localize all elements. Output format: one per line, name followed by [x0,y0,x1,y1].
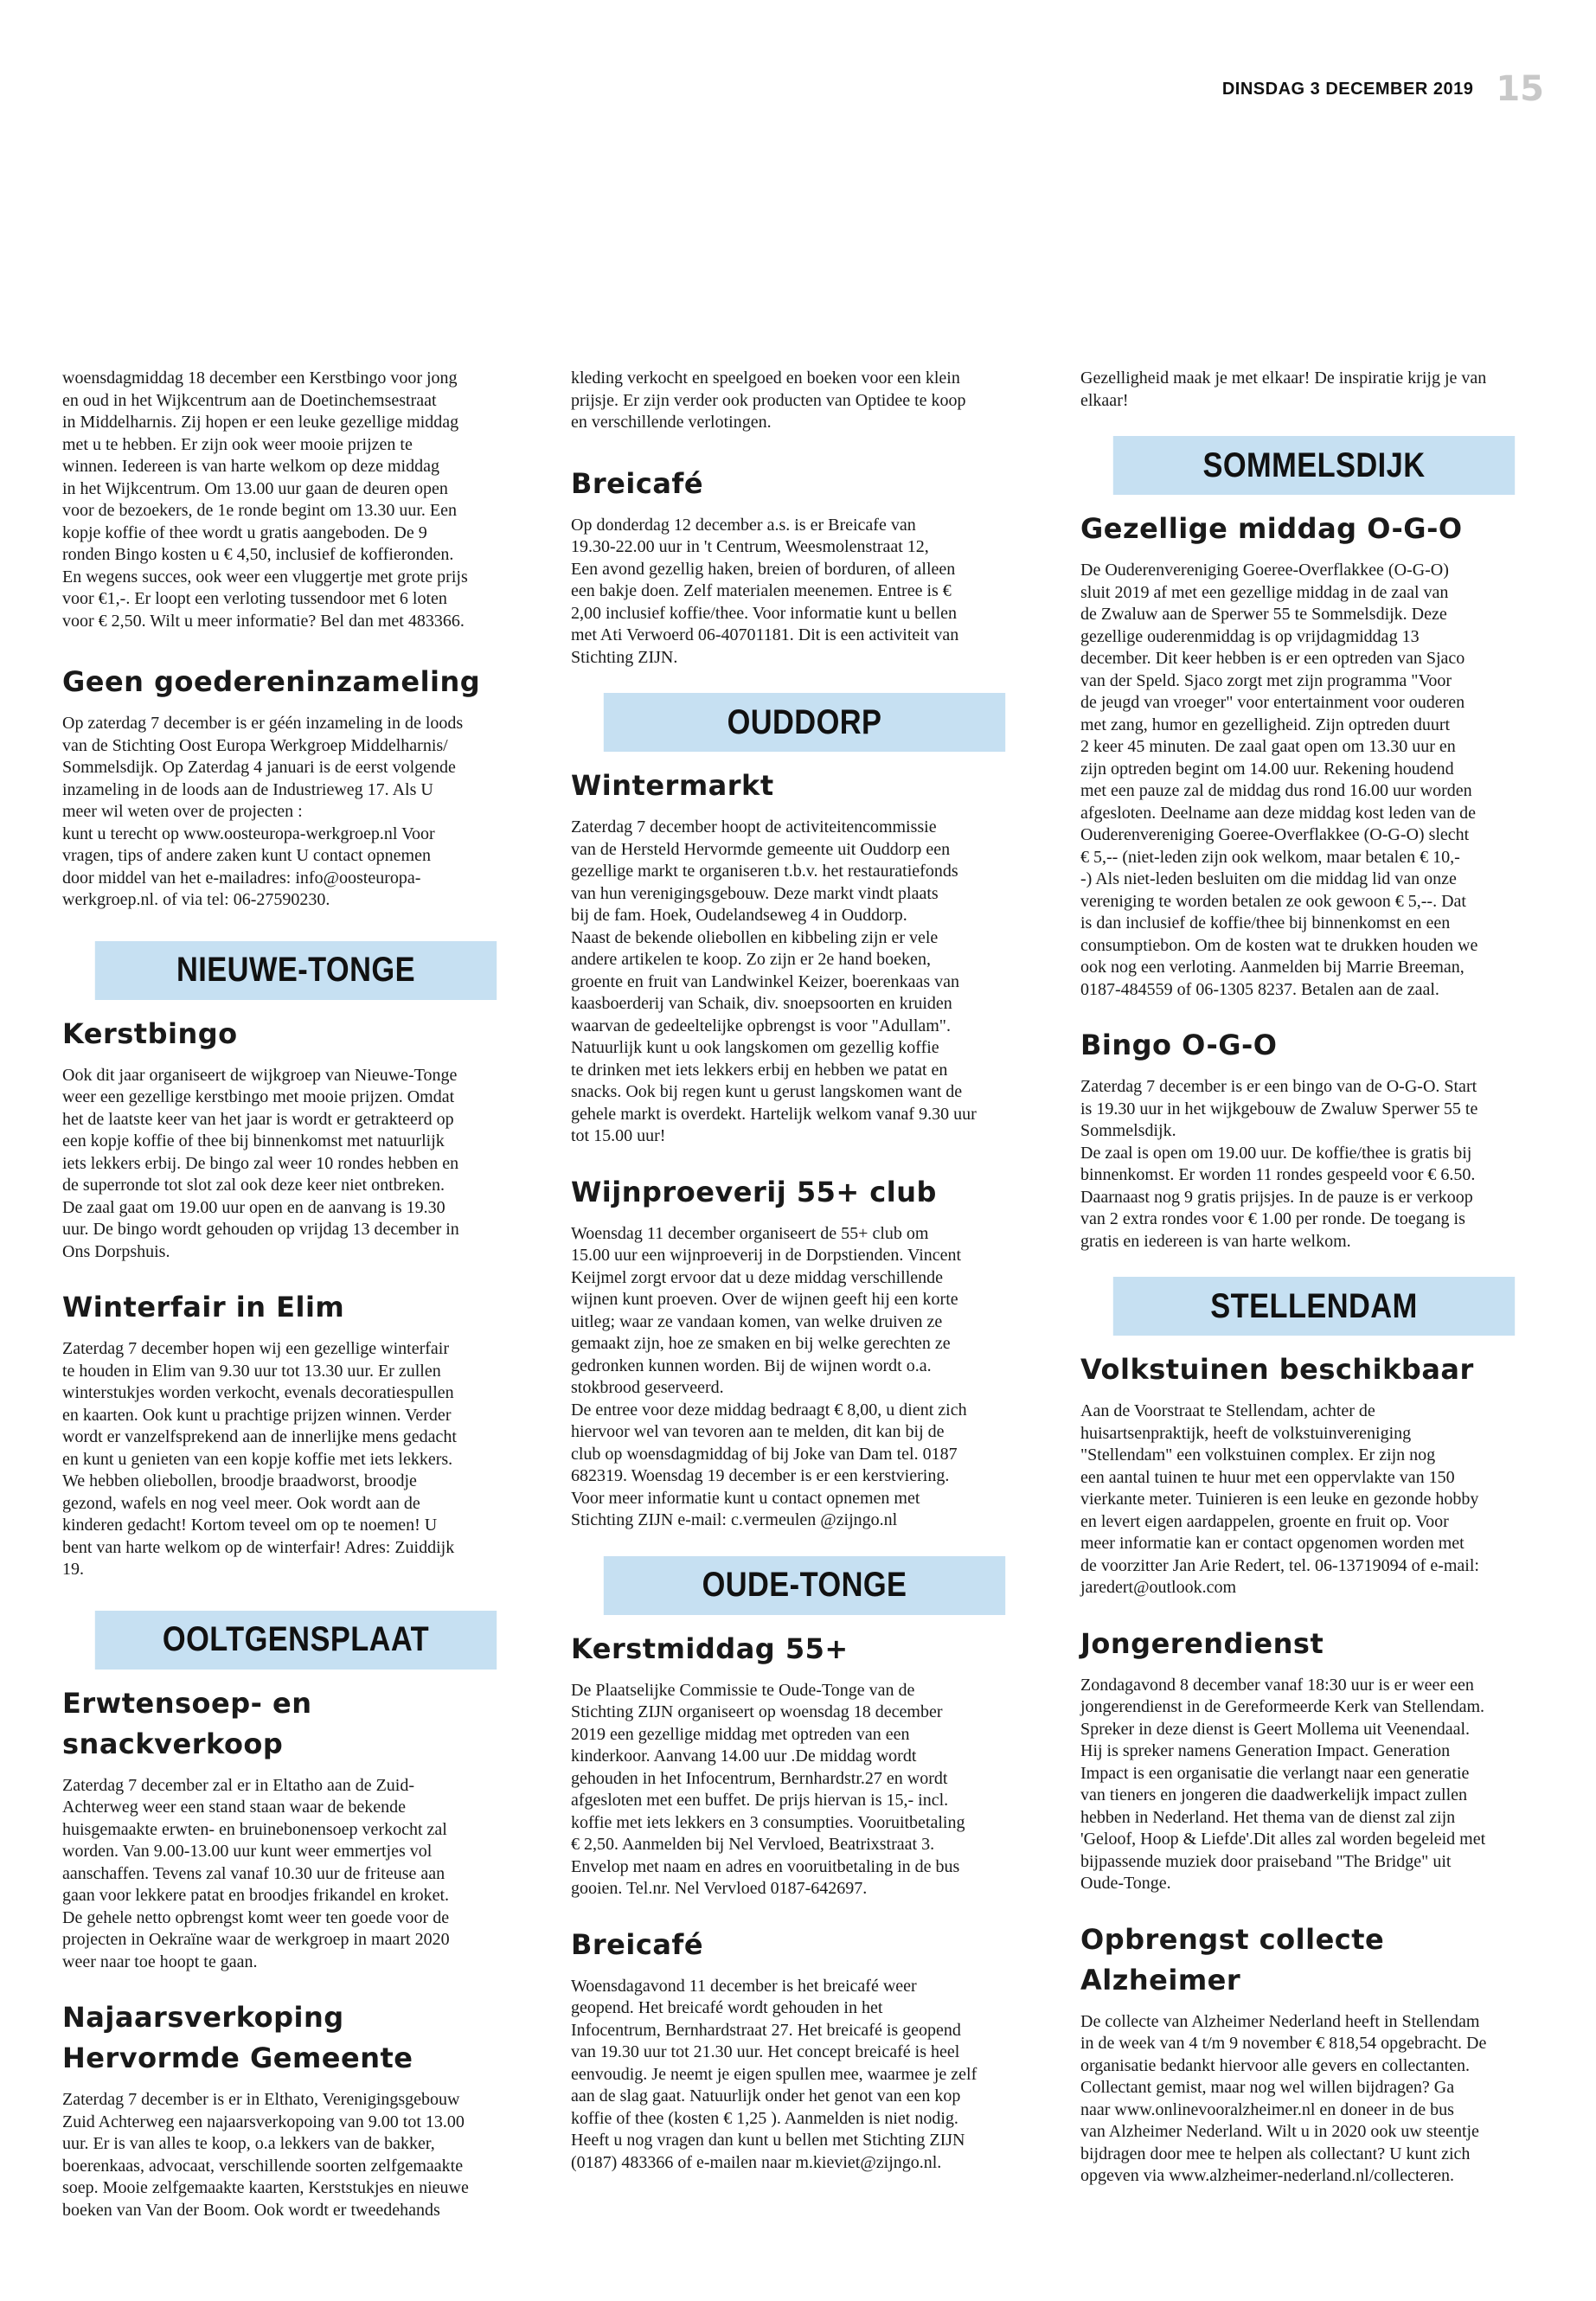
section-banner-sommelsdijk: SOMMELSDIJK [1113,436,1515,495]
article-heading-bingo-ogo: Bingo O-G-O [1080,1029,1278,1061]
article-body-kerstbingo: Ook dit jaar organiseert de wijkgroep van Nieuwe-Tonge weer een gezellige kerstbingo met mooie prijzen. Omdat het de laatste keer van het jaar is wordt er getrakteerd op een kopje koffie of thee bij binnenkomst met natuurlijk iets lekkers erbij. De bingo zal weer 10 rondes hebben en de superronde tot slot zal ook deze keer niet ontbreken. De zaal gaat om 19.00 uur open en de aanvang is 19.30 uur. De bingo wordt gehouden op vrijdag 13 december in Ons Dorpshuis. [62,1065,459,1261]
article-heading-winterfair: Winterfair in Elim [62,1291,345,1324]
article-heading-kerstmiddag: Kerstmiddag 55+ [571,1631,849,1665]
article-body-bingo-ogo: Zaterdag 7 december is er een bingo van de O-G-O. Start is 19.30 uur in het wijkgebouw de Zwaluw Sperwer 55 te Sommelsdijk. De zaal is open om 19.00 uur. De koffie/thee is gratis bij binnenkomst. Er worden 11 rondes gespeeld voor € 6.50. Daarnaast nog 9 gratis prijsjes. In de pauze is er verkoop van 2 extra rondes voor € 1.00 per ronde. De toegang is gratis en iedereen is van harte welkom. [1080,1077,1478,1251]
section-banner-ouddorp: OUDDORP [604,693,1005,752]
column-2 [571,368,1038,2174]
article-body-erwtensoep: Zaterdag 7 december zal er in Eltatho aan de Zuid- Achterweg weer een stand staan waar de bekende huisgemaakte erwten- en bruinebonensoep verkocht zal worden. Van 9.00-13.00 uur kunt weer emmertjes vol aanschaffen. Tevens zal vanaf 10.30 uur de friteuse aan gaan voor lekkere patat en broodjes frikandel en kroket. De gehele netto opbrengst komt weer ten goede voor de projecten in Oekraïne waar de werkgroep in maart 2020 weer naar toe hoopt te gaan. [62,1775,450,1971]
article-body-gezellige-middag: De Ouderenvereniging Goeree-Overflakkee (O-G-O) sluit 2019 af met een gezellige middag in de zaal van de Zwaluw aan de Sperwer 55 te Sommelsdijk. Deze gezellige ouderenmiddag is op vrijdagmiddag 13 december. Dit keer hebben is er een optreden van Sjaco van der Speld. Sjaco zorgt met zijn programma "Voor de jeugd van vroeger" voor entertainment voor ouderen met zang, humor en gezelligheid. Zijn optreden duurt 2 keer 45 minuten. De zaal gaat open om 13.30 uur en zijn optreden begint om 14.00 uur. Rekening houdend met een pauze zal de middag dus rond 16.00 uur worden afgesloten. Deelname aan deze middag kost leden van de Ouderenvereniging Goeree-Overflakkee (O-G-O) slecht € 5,-- (niet-leden zijn ook welkom, maar betalen € 10,- -) Als niet-leden besluiten om die middag lid van onze vereniging te worden betalen ze ook gewoon € 5,--. Dat is dan inclusief de koffie/thee bij binnenkomst en een consumptiebon. Om de kosten wat te drukken houden we ook nog een verloting. Aanmelden bij Marrie Breeman, 0187-484559 of 06-1305 8237. Betalen aan de zaal. [1080,561,1478,999]
article-body-opbrengst-collecte: De collecte van Alzheimer Nederland heeft in Stellendam in de week van 4 t/m 9 november € 818,54 opgebracht. De organisatie bedankt hiervoor alle gevers en collectanten. Collectant gemist, maar nog wel willen bijdragen? Ga naar www.onlinevooralzheimer.nl en doneer in de bus van Alzheimer Nederland. Wilt u in 2020 ook uw steentje bijdragen door mee te helpen als collectant? U kunt zich opgeven via www.alzheimer-nederland.nl/collecteren. [1080,2011,1487,2185]
article-heading-volkstuinen: Volkstuinen beschikbaar [1080,1353,1474,1386]
article-heading-kerstbingo: Kerstbingo [62,1016,238,1050]
article-heading-wijnproeverij: Wijnproeverij 55+ club [571,1175,937,1208]
column-3 [1080,368,1548,2188]
article-body-wijnproeverij: Woensdag 11 december organiseert de 55+ club om 15.00 uur een wijnproeverij in de Dorpstienden. Vincent Keijmel zorgt ervoor dat u deze middag verschillende wijnen kunt proeven. Over de wijnen geeft hij een korte uitleg; waar ze vandaan komen, van welke druiven ze gemaakt zijn, hoe ze smaken en bij welke gerechten ze gedronken kunnen worden. Bij de wijnen wordt o.a. stokbrood geserveerd. De entree voor deze middag bedraagt € 8,00, u dient zich hiervoor wel van tevoren aan te melden, dit kan bij de club op woensdagmiddag of bij Joke van Dam tel. 0187 682319. Woensdag 19 december is er een kerstviering. Voor meer informatie kunt u contact opnemen met Stichting ZIJN e-mail: c.vermeulen @zijngo.nl [571,1223,967,1529]
article-heading-opbrengst-collecte: Opbrengst collecte Alzheimer [1080,1922,1385,1997]
page-number: 15 [1496,69,1544,109]
article-body-wintermarkt: Zaterdag 7 december hoopt de activiteitencommissie van de Hersteld Hervormde gemeente uit Ouddorp een gezellige markt te organiseren t.b.v. het restauratiefonds van hun verenigingsgebouw. Deze markt vindt plaats bij de fam. Hoek, Oudelandseweg 4 in Ouddorp. Naast de bekende oliebollen en kibbeling zijn er vele andere artikelen te koop. Zo zijn er 2e hand boeken, groente en fruit van Landwinkel Keizer, boerenkaas van kaasboerderij van Schaik, div. snoepsoorten en kruiden waarvan de gedeeltelijke opbrengst is voor "Adullam". Natuurlijk kunt u ook langskomen om gezellig koffie te drinken met iets lekkers erbij en hebben we patat en snacks. Ook bij regen kunt u gerust langskomen want de gehele markt is overdekt. Hartelijk welkom vanaf 9.30 uur tot 15.00 uur! [571,817,977,1145]
article-heading-breicafe-2: Breicafé [571,1927,704,1961]
article-heading-geen-goedereninzameling: Geen goedereninzameling [62,665,481,698]
article-body-breicafe-2: Woensdagavond 11 december is het breicafé weer geopend. Het breicafé wordt gehouden in het Infocentrum, Bernhardstraat 27. Het breicafé is geopend van 19.30 uur tot 21.30 uur. Het concept breicafé is heel eenvoudig. Je neemt je eigen spullen mee, waarmee je zelf aan de slag gaat. Natuurlijk onder het genot van een kop koffie of thee (kosten € 1,25 ). Aanmelden is niet nodig. Heeft u nog vragen dan kunt u bellen met Stichting ZIJN (0187) 483366 of e-mailen naar m.kieviet@zijngo.nl. [571,1976,977,2172]
section-banner-oude-tonge: OUDE-TONGE [604,1556,1005,1615]
article-heading-jongerendienst: Jongerendienst [1080,1626,1324,1660]
article-body-najaarsverkoping: Zaterdag 7 december is er in Elthato, Verenigingsgebouw Zuid Achterweg een najaarsverkopoing van 9.00 tot 13.00 uur. Er is van alles te koop, o.a lekkers van de bakker, boerenkaas, advocaat, verschillende soorten zelfgemaakte soep. Mooie zelfgemaakte kaarten, Kerststukjes en nieuwe boeken van Van der Boom. Ook wordt er tweedehands [62,2090,469,2220]
article-body-breicafe-1: Op donderdag 12 december a.s. is er Breicafe van 19.30-22.00 uur in 't Centrum, Weesmolenstraat 12, Een avond gezellig haken, breien of borduren, of alleen een bakje doen. Zelf materialen meenemen. Entree is € 2,00 inclusief koffie/thee. Voor informatie kunt u bellen met Ati Verwoerd 06-40701181. Dit is een activiteit van Stichting ZIJN. [571,515,959,667]
issue-date: DINSDAG 3 DECEMBER 2019 [1221,79,1474,99]
article-heading-erwtensoep: Erwtensoep- en snackverkoop [62,1686,312,1760]
article-body-najaarsverkoping-cont: kleding verkocht en speelgoed en boeken voor een klein prijsje. Er zijn verder ook producten van Optidee te koop en verschillende verlotingen. [571,369,966,432]
article-heading-breicafe-1: Breicafé [571,466,704,500]
article-body-jongerendienst: Zondagavond 8 december vanaf 18:30 uur is er weer een jongerendienst in de Gereformeerde Kerk van Stellendam. Spreker in deze dienst is Geert Mollema uit Veenendaal. Hij is spreker namens Generation Impact. Generation Impact is een organisatie die verlangt naar een generatie van tieners en jongeren die daadwerkelijk impact zullen hebben in Nederland. Het thema van de dienst zal zijn 'Geloof, Hoop & Liefde'.Dit alles zal worden begeleid met bijpassende muziek door praiseband "The Bridge" uit Oude-Tonge. [1080,1675,1486,1893]
section-banner-stellendam: STELLENDAM [1113,1277,1515,1336]
article-body-volkstuinen: Aan de Voorstraat te Stellendam, achter de huisartsenpraktijk, heeft de volkstuinvereniging "Stellendam" een volkstuinen complex. Er zijn nog een aantal tuinen te huur met een oppervlakte van 150 vierkante meter. Tuinieren is een leuke en gezonde hobby en levert eigen aardappelen, groente en fruit op. Voor meer informatie kan er contact opgenomen worden met de voorzitter Jan Arie Redert, tel. 06-13719094 of e-mail: jaredert@outlook.com [1080,1401,1479,1597]
article-body-geen-goedereninzameling: Op zaterdag 7 december is er géén inzameling in de loods van de Stichting Oost Europa Werkgroep Middelharnis/ Sommelsdijk. Op Zaterdag 4 januari is de eerst volgende inzameling in de loods aan de Industrieweg 17. Als U meer wil weten over de projecten : kunt u terecht op www.oosteuropa-werkgroep.nl Voor vragen, tips of andere zaken kunt U contact opnemen door middel van het e-mailadres: info@oosteuropa- werkgroep.nl. of via tel: 06-27590230. [62,714,464,909]
article-heading-najaarsverkoping: Najaarsverkoping Hervormde Gemeente [62,2001,413,2074]
article-body-kerstbingo-middelharnis: woensdagmiddag 18 december een Kerstbingo voor jong en oud in het Wijkcentrum aan de Doetinchemsestraat in Middelharnis. Zij hopen er een leuke gezellige middag met u te hebben. Er zijn ook weer mooie prijzen te winnen. Iedereen is van harte welkom op deze middag in het Wijkcentrum. Om 13.00 uur gaan de deuren open voor de bezoekers, de 1e ronde begint om 13.30 uur. Een kopje koffie of thee wordt u gratis aangeboden. De 9 ronden Bingo kosten u € 4,50, inclusief de koffieronden. En wegens succes, ook weer een vluggertje met grote prijs voor €1,-. Er loopt een verloting tussendoor met 6 loten voor € 2,50. Wilt u meer informatie? Bel dan met 483366. [62,369,468,631]
article-heading-gezellige-middag: Gezellige middag O-G-O [1080,512,1463,545]
page-header [1222,69,1544,109]
section-banner-ooltgensplaat: OOLTGENSPLAAT [95,1611,497,1670]
column-1 [62,368,529,2221]
section-banner-nieuwe-tonge: NIEUWE-TONGE [95,941,497,1000]
article-body-winterfair: Zaterdag 7 december hopen wij een gezellige winterfair te houden in Elim van 9.30 uur tot 13.30 uur. Er zullen winterstukjes worden verkocht, evenals decoratiespullen en kaarten. Ook kunt u prachtige prijzen winnen. Verder wordt er vanzelfsprekend aan de innerlijke mens gedacht en kunt u genieten van een kopje koffie met iets lekkers. We hebben oliebollen, broodje braadworst, broodje gezond, wafels en nog veel meer. Ook wordt aan de kinderen gedacht! Kortom teveel om op te noemen! U bent van harte welkom op de winterfair! Adres: Zuiddijk 19. [62,1339,457,1579]
article-body-kerstmiddag: De Plaatselijke Commissie te Oude-Tonge van de Stichting ZIJN organiseert op woensdag 18 december 2019 een gezellige middag met optreden van een kinderkoor. Aanvang 14.00 uur .De middag wordt gehouden in het Infocentrum, Bernhardstr.27 en wordt afgesloten met een buffet. De prijs hiervan is 15,- incl. koffie met iets lekkers en 3 consumpties. Vooruitbetaling € 2,50. Aanmelden bij Nel Vervloed, Beatrixstraat 3. Envelop met naam en adres en vooruitbetaling in de bus gooien. Tel.nr. Nel Vervloed 0187-642697. [571,1680,965,1898]
article-heading-wintermarkt: Wintermarkt [571,769,774,802]
article-body-breicafe-2-cont: Gezelligheid maak je met elkaar! De inspiratie krijg je van elkaar! [1080,369,1487,410]
